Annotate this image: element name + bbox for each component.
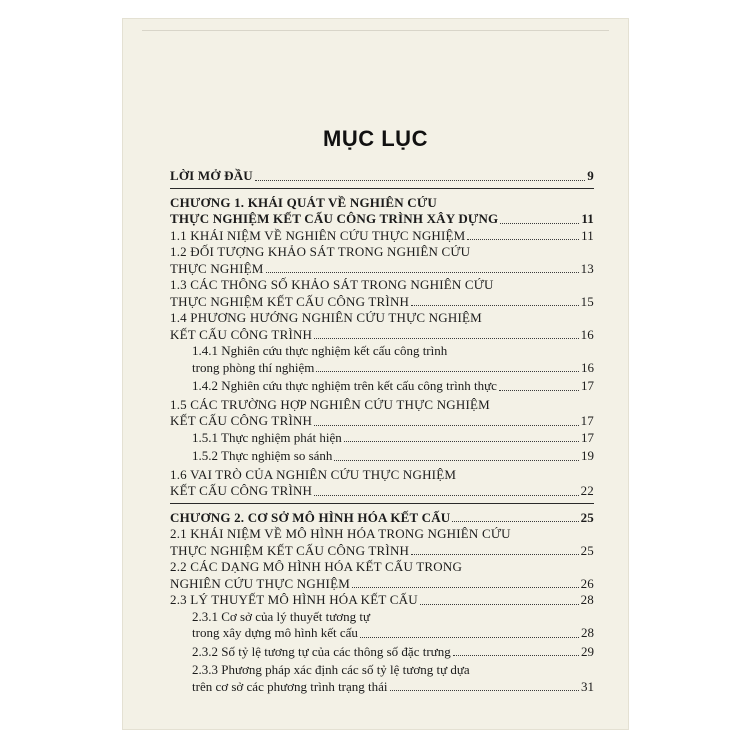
- page-number: 26: [580, 575, 594, 591]
- toc-entry-section: [170, 559, 594, 592]
- toc-entry-subsection: [170, 609, 594, 642]
- toc-entry-line: [170, 195, 594, 212]
- toc-entry-text: CHƯƠNG 1. KHÁI QUÁT VỀ NGHIÊN CỨU: [170, 194, 437, 210]
- toc-entry-line: [192, 430, 594, 447]
- dot-leader: [314, 425, 578, 426]
- toc-entry-text: NGHIÊN CỨU THỰC NGHIỆM: [170, 575, 350, 591]
- toc-entry-line: [170, 211, 594, 228]
- top-rule: [142, 30, 609, 31]
- toc-entry-text: trên cơ sở các phương trình trạng thái: [192, 678, 388, 694]
- show-through-text: [122, 38, 629, 52]
- dot-leader: [467, 239, 579, 240]
- toc-entry-section: [170, 277, 594, 310]
- toc-entry-line: [192, 679, 594, 696]
- toc-entry-front: [170, 168, 594, 185]
- toc-entry-line: [192, 609, 594, 626]
- dot-leader: [500, 223, 579, 224]
- dot-leader: [420, 604, 579, 605]
- toc-entry-line: [170, 277, 594, 294]
- toc-entry-text: KẾT CẤU CÔNG TRÌNH: [170, 326, 313, 342]
- toc-entry-text: 1.4.2 Nghiên cứu thực nghiệm trên kết cấu công trình thực: [192, 378, 497, 393]
- toc-entry-section: [170, 467, 594, 500]
- toc-entry-section: [170, 397, 594, 430]
- dot-leader: [255, 180, 585, 181]
- toc-entry-text: THỰC NGHIỆM KẾT CẤU CÔNG TRÌNH: [170, 542, 410, 558]
- dot-leader: [452, 521, 578, 522]
- toc-entry-line: [170, 168, 594, 185]
- page-number: 19: [581, 448, 594, 463]
- toc-entry-text: THỰC NGHIỆM: [170, 260, 264, 276]
- toc-entry-line: [170, 483, 594, 500]
- dot-leader: [314, 495, 578, 496]
- toc-entry-text: 2.3.1 Cơ sở của lý thuyết tương tự: [192, 608, 371, 624]
- page-number: 22: [580, 483, 594, 498]
- page-number: 25: [580, 509, 594, 525]
- toc-entry-text: 1.5.2 Thực nghiệm so sánh: [192, 448, 333, 463]
- toc-entry-section: [170, 310, 594, 343]
- toc-entry-line: [192, 644, 594, 661]
- toc-entry-line: [192, 625, 594, 642]
- page-number: 11: [581, 227, 594, 243]
- toc-entry-section: [170, 592, 594, 609]
- toc-entry-line: [192, 448, 594, 465]
- toc-entry-section: [170, 228, 594, 245]
- toc-entry-text: 1.5.1 Thực nghiệm phát hiện: [192, 429, 342, 445]
- toc-entry-text: 1.3 CÁC THÔNG SỐ KHẢO SÁT TRONG NGHIÊN CỨU: [170, 277, 494, 292]
- toc-entry-line: [170, 228, 594, 245]
- toc-entry-line: [170, 413, 594, 430]
- page-number: 13: [580, 260, 594, 276]
- toc-entry-text: trong xây dựng mô hình kết cấu: [192, 625, 358, 640]
- toc-entry-text: THỰC NGHIỆM KẾT CẤU CÔNG TRÌNH XÂY DỰNG: [170, 211, 499, 226]
- toc-entry-subsection: [170, 448, 594, 465]
- table-of-contents: [170, 168, 594, 697]
- toc-entry-line: [192, 378, 594, 395]
- page-number: 17: [581, 378, 594, 393]
- dot-leader: [314, 338, 578, 339]
- toc-entry-text: 1.1 KHÁI NIỆM VỀ NGHIÊN CỨU THỰC NGHIỆM: [170, 227, 466, 243]
- toc-entry-subsection: [170, 430, 594, 447]
- toc-entry-section: [170, 244, 594, 277]
- toc-entry-line: [192, 343, 594, 360]
- toc-entry-text: 1.4 PHƯƠNG HƯỚNG NGHIÊN CỨU THỰC NGHIỆM: [170, 310, 482, 325]
- toc-entry-line: [170, 467, 594, 484]
- section-divider: [170, 188, 594, 189]
- toc-entry-subsection: [170, 343, 594, 376]
- toc-entry-subsection: [170, 662, 594, 695]
- dot-leader: [360, 637, 579, 638]
- toc-entry-subsection: [170, 644, 594, 661]
- toc-entry-text: KẾT CẤU CÔNG TRÌNH: [170, 413, 313, 428]
- toc-entry-text: LỜI MỞ ĐẦU: [170, 168, 253, 183]
- section-divider: [170, 503, 594, 504]
- dot-leader: [316, 371, 579, 372]
- page-number: 31: [581, 678, 594, 694]
- toc-entry-text: 1.2 ĐỐI TƯỢNG KHẢO SÁT TRONG NGHIÊN CỨU: [170, 244, 471, 259]
- page-number: 15: [580, 293, 594, 309]
- page-number: 28: [581, 625, 594, 640]
- toc-entry-text: 2.3.3 Phương pháp xác định các số tỷ lệ tương tự dựa: [192, 662, 470, 677]
- toc-entry-line: [192, 662, 594, 679]
- toc-entry-line: [170, 543, 594, 560]
- dot-leader: [390, 690, 579, 691]
- toc-entry-text: CHƯƠNG 2. CƠ SỞ MÔ HÌNH HÓA KẾT CẤU: [170, 509, 451, 525]
- dot-leader: [334, 460, 579, 461]
- dot-leader: [344, 441, 579, 442]
- toc-entry-text: 2.2 CÁC DẠNG MÔ HÌNH HÓA KẾT CẤU TRONG: [170, 559, 463, 574]
- toc-entry-line: [170, 510, 594, 527]
- toc-entry-line: [192, 360, 594, 377]
- toc-entry-line: [170, 526, 594, 543]
- dot-leader: [453, 655, 579, 656]
- toc-entry-line: [170, 559, 594, 576]
- toc-entry-text: 2.1 KHÁI NIỆM VỀ MÔ HÌNH HÓA TRONG NGHIÊN CỨU: [170, 526, 511, 541]
- toc-entry-line: [170, 397, 594, 414]
- toc-entry-text: 2.3 LÝ THUYẾT MÔ HÌNH HÓA KẾT CẤU: [170, 592, 418, 607]
- toc-entry-text: 2.3.2 Số tỷ lệ tương tự của các thông số đặc trưng: [192, 643, 451, 659]
- toc-entry-text: KẾT CẤU CÔNG TRÌNH: [170, 483, 313, 498]
- toc-entry-chapter: [170, 195, 594, 228]
- page-number: 29: [581, 643, 594, 659]
- toc-entry-line: [170, 294, 594, 311]
- page-title: MỤC LỤC: [323, 126, 428, 151]
- dot-leader: [352, 587, 579, 588]
- toc-entry-line: [170, 244, 594, 261]
- toc-entry-line: [170, 261, 594, 278]
- toc-entry-text: 1.4.1 Nghiên cứu thực nghiệm kết cấu công trình: [192, 343, 448, 358]
- toc-entry-section: [170, 526, 594, 559]
- toc-entry-text: trong phòng thí nghiệm: [192, 359, 315, 375]
- dot-leader: [499, 390, 579, 391]
- book-page: [122, 18, 629, 730]
- dot-leader: [411, 305, 578, 306]
- page-number: 16: [580, 326, 594, 342]
- page-number: 9: [587, 168, 594, 183]
- dot-leader: [411, 554, 578, 555]
- page-number: 11: [581, 211, 594, 226]
- page-number: 28: [580, 592, 594, 607]
- toc-entry-line: [170, 327, 594, 344]
- toc-entry-text: 1.6 VAI TRÒ CỦA NGHIÊN CỨU THỰC NGHIỆM: [170, 466, 457, 482]
- page-number: 17: [580, 413, 594, 428]
- dot-leader: [266, 272, 579, 273]
- toc-entry-line: [170, 310, 594, 327]
- page-number: 25: [580, 542, 594, 558]
- toc-entry-line: [170, 592, 594, 609]
- page-number: 16: [581, 359, 594, 375]
- toc-entry-subsection: [170, 378, 594, 395]
- toc-entry-line: [170, 576, 594, 593]
- page-number: 17: [581, 429, 594, 445]
- toc-entry-text: THỰC NGHIỆM KẾT CẤU CÔNG TRÌNH: [170, 293, 410, 309]
- toc-entry-chapter: [170, 510, 594, 527]
- toc-entry-text: 1.5 CÁC TRƯỜNG HỢP NGHIÊN CỨU THỰC NGHIỆM: [170, 396, 490, 412]
